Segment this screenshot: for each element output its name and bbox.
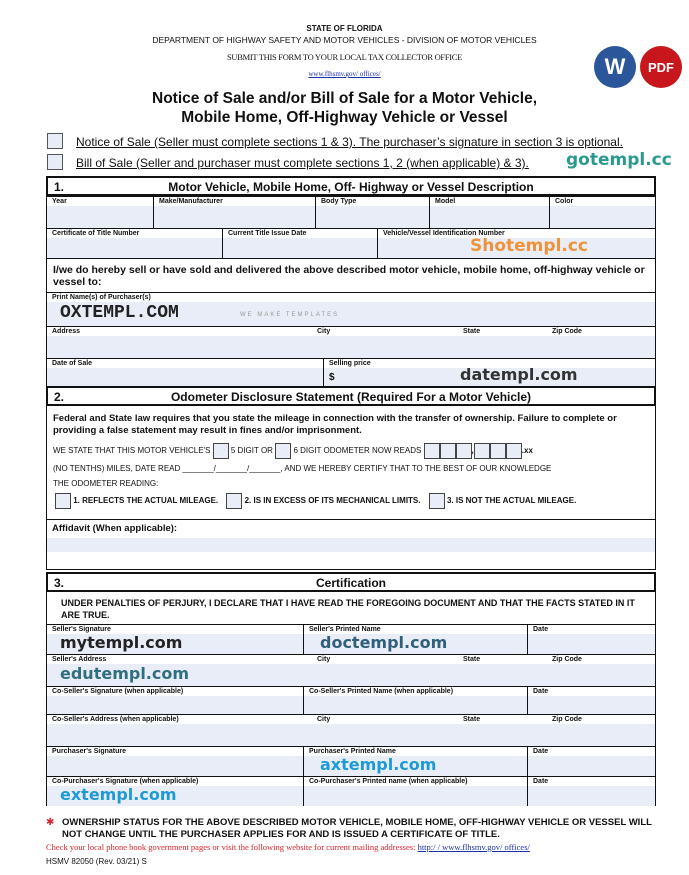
notice-of-sale-checkbox[interactable] bbox=[47, 133, 63, 149]
date-field[interactable] bbox=[527, 686, 655, 714]
excess-mileage-checkbox[interactable] bbox=[226, 493, 242, 509]
perjury-statement: UNDER PENALTIES OF PERJURY, I DECLARE THAT I HAVE READ THE FOREGOING DOCUMENT AND THAT THE FACTS STATED IN IT ARE TRUE. bbox=[61, 598, 635, 620]
field-label: Co-Seller's Address (when applicable) bbox=[52, 716, 179, 723]
odometer-digit[interactable] bbox=[456, 443, 472, 459]
watermark: mytempl.com bbox=[60, 633, 183, 652]
selling-price-field[interactable]: Selling price $ bbox=[323, 358, 655, 386]
purchaser-address-field[interactable]: Address City State Zip Code bbox=[47, 326, 655, 358]
purchaser-name-field[interactable]: Print Name(s) of Purchaser(s) bbox=[47, 292, 655, 326]
notice-of-sale-label: Notice of Sale (Seller must complete sections 1 & 3). The purchaser’s signature in section 3 is optional. bbox=[76, 135, 623, 149]
section2-header: 2. Odometer Disclosure Statement (Required For a Motor Vehicle) bbox=[46, 386, 656, 406]
field-label: State bbox=[463, 716, 481, 723]
field-label: Date bbox=[533, 688, 549, 695]
field-label: Purchaser's Signature bbox=[52, 748, 127, 755]
field-label: City bbox=[317, 656, 331, 663]
date-field[interactable] bbox=[527, 624, 655, 654]
offices-link[interactable]: www.flhsmv.gov/ offices/ bbox=[308, 70, 381, 78]
make-field[interactable]: Make/Manufacturer bbox=[153, 196, 315, 228]
five-digit-checkbox[interactable] bbox=[213, 443, 229, 459]
year-field[interactable]: Year bbox=[47, 196, 153, 228]
printed-name-field[interactable] bbox=[303, 776, 527, 806]
odometer-digit[interactable] bbox=[490, 443, 506, 459]
affidavit-field[interactable]: Affidavit (When applicable): bbox=[47, 519, 655, 552]
title-issue-date-field[interactable]: Current Title Issue Date bbox=[222, 228, 377, 258]
pdf-badge[interactable]: PDF bbox=[640, 46, 682, 88]
watermark: edutempl.com bbox=[60, 664, 190, 683]
form-number: HSMV 82050 (Rev. 03/21) S bbox=[46, 857, 147, 866]
six-digit-checkbox[interactable] bbox=[275, 443, 291, 459]
bill-of-sale-checkbox[interactable] bbox=[47, 154, 63, 170]
date-read-line: (NO TENTHS) MILES, DATE READ _______/_______/_______, AND WE HEREBY CERTIFY THAT TO THE BEST OF OUR KNOWLEDGE bbox=[53, 464, 552, 473]
field-label: Co-Purchaser's Printed name (when applicable) bbox=[309, 778, 468, 785]
date-field[interactable] bbox=[527, 746, 655, 776]
word-badge[interactable]: W bbox=[594, 46, 636, 88]
section1-header: 1. Motor Vehicle, Mobile Home, Off- Highway or Vessel Description bbox=[46, 176, 656, 196]
field-label: City bbox=[317, 716, 331, 723]
date-field[interactable] bbox=[527, 776, 655, 806]
department-heading: DEPARTMENT OF HIGHWAY SAFETY AND MOTOR VEHICLES - DIVISION OF MOTOR VEHICLES bbox=[152, 35, 537, 45]
model-field[interactable]: Model bbox=[429, 196, 549, 228]
section2: Federal and State law requires that you state the mileage in connection with the transfer of ownership. Failure to complete or providing a false statement may result in fines and/or imprisonment. WE STATE THAT THIS MOTOR VEHICLE'S 5 DIGIT OR 6 DIGIT ODOMETER NOW READS , .xx (NO TENTHS) MILES, DATE READ _______/_______/_______, AND WE HEREBY CERTIFY THAT TO THE BEST OF OUR KNOWLEDGE THE ODOMETER READING: 1. REFLECTS THE ACTUAL MILEAGE. 2. IS IN EXCESS OF ITS MECHANICAL LIMITS. 3. IS NOT THE ACTUAL MILEAGE. Affidavit (When applicable): bbox=[46, 406, 656, 570]
asterisk-icon: ✱ bbox=[46, 817, 55, 828]
odometer-reading-line: WE STATE THAT THIS MOTOR VEHICLE'S 5 DIGIT OR 6 DIGIT ODOMETER NOW READS , .xx bbox=[53, 443, 533, 459]
field-label: Zip Code bbox=[552, 716, 582, 723]
field-label: Seller's Printed Name bbox=[309, 626, 381, 633]
field-label: Zip Code bbox=[552, 656, 582, 663]
field-label: Date bbox=[533, 626, 549, 633]
watermark: doctempl.com bbox=[320, 633, 448, 652]
field-label: Co-Seller's Printed Name (when applicable) bbox=[309, 688, 454, 695]
color-field[interactable]: Color bbox=[549, 196, 655, 228]
state-heading: STATE OF FLORIDA bbox=[306, 24, 383, 33]
watermark: gotempl.cc bbox=[566, 150, 672, 170]
form-title-line1: Notice of Sale and/or Bill of Sale for a Motor Vehicle, bbox=[152, 90, 537, 107]
watermark: OXTEMPL.COM bbox=[60, 303, 179, 323]
field-label: Co-Purchaser's Signature (when applicable) bbox=[52, 778, 199, 785]
sale-statement: I/we do hereby sell or have sold and delivered the above described motor vehicle, mobile home, off-highway vehicle or vessel to: bbox=[47, 258, 655, 292]
address-field[interactable] bbox=[47, 714, 655, 746]
ownership-notice: OWNERSHIP STATUS FOR THE ABOVE DESCRIBED MOTOR VEHICLE, MOBILE HOME, OFF-HIGHWAY VEHICLE OR VESSEL WILL NOT CHANGE UNTIL THE PURCHASER APPLIES FOR AND IS ISSUED A CERTIFICATE OF TITLE. bbox=[62, 817, 652, 840]
bill-of-sale-label: Bill of Sale (Seller and purchaser must complete sections 1, 2 (when applicable) & 3). bbox=[76, 156, 529, 170]
offices-footer-link[interactable]: http:/ / www.flhsmv.gov/ offices/ bbox=[417, 842, 530, 852]
section3-header: 3. Certification bbox=[46, 572, 656, 592]
field-label: Co-Seller's Signature (when applicable) bbox=[52, 688, 184, 695]
not-actual-mileage-checkbox[interactable] bbox=[429, 493, 445, 509]
body-type-field[interactable]: Body Type bbox=[315, 196, 429, 228]
field-label: Date bbox=[533, 748, 549, 755]
section1 bbox=[46, 196, 656, 386]
watermark: datempl.com bbox=[460, 365, 578, 384]
signature-field[interactable] bbox=[47, 686, 303, 714]
submit-instruction: SUBMIT THIS FORM TO YOUR LOCAL TAX COLLECTOR OFFICE bbox=[226, 52, 463, 62]
field-label: Purchaser's Printed Name bbox=[309, 748, 396, 755]
vin-field[interactable]: Vehicle/Vessel Identification Number bbox=[377, 228, 655, 258]
mailing-note: Check your local phone book government pages or visit the following website for current mailing addresses: http:/ / www.flhsmv.gov/ offices/ bbox=[46, 842, 530, 852]
date-of-sale-field[interactable]: Date of Sale bbox=[47, 358, 323, 386]
field-label: Seller's Signature bbox=[52, 626, 111, 633]
title-number-field[interactable]: Certificate of Title Number bbox=[47, 228, 222, 258]
watermark: axtempl.com bbox=[320, 755, 437, 774]
watermark: WE MAKE TEMPLATES bbox=[240, 312, 340, 318]
watermark: Shotempl.cc bbox=[470, 236, 589, 256]
odometer-law-text: Federal and State law requires that you state the mileage in connection with the transfer of ownership. Failure to complete or providing a false statement may result in fines and/or imprisonment. bbox=[53, 413, 617, 436]
odometer-digit[interactable] bbox=[506, 443, 522, 459]
field-label: State bbox=[463, 656, 481, 663]
signature-field[interactable] bbox=[47, 746, 303, 776]
odometer-reading-label: THE ODOMETER READING: bbox=[53, 479, 159, 488]
form-title-line2: Mobile Home, Off-Highway Vehicle or Vessel bbox=[181, 109, 508, 126]
field-label: Seller's Address bbox=[52, 656, 107, 663]
actual-mileage-checkbox[interactable] bbox=[55, 493, 71, 509]
odometer-digit[interactable] bbox=[474, 443, 490, 459]
odometer-digit[interactable] bbox=[440, 443, 456, 459]
watermark: extempl.com bbox=[60, 785, 177, 804]
field-label: Date bbox=[533, 778, 549, 785]
odometer-digit[interactable] bbox=[424, 443, 440, 459]
printed-name-field[interactable] bbox=[303, 686, 527, 714]
